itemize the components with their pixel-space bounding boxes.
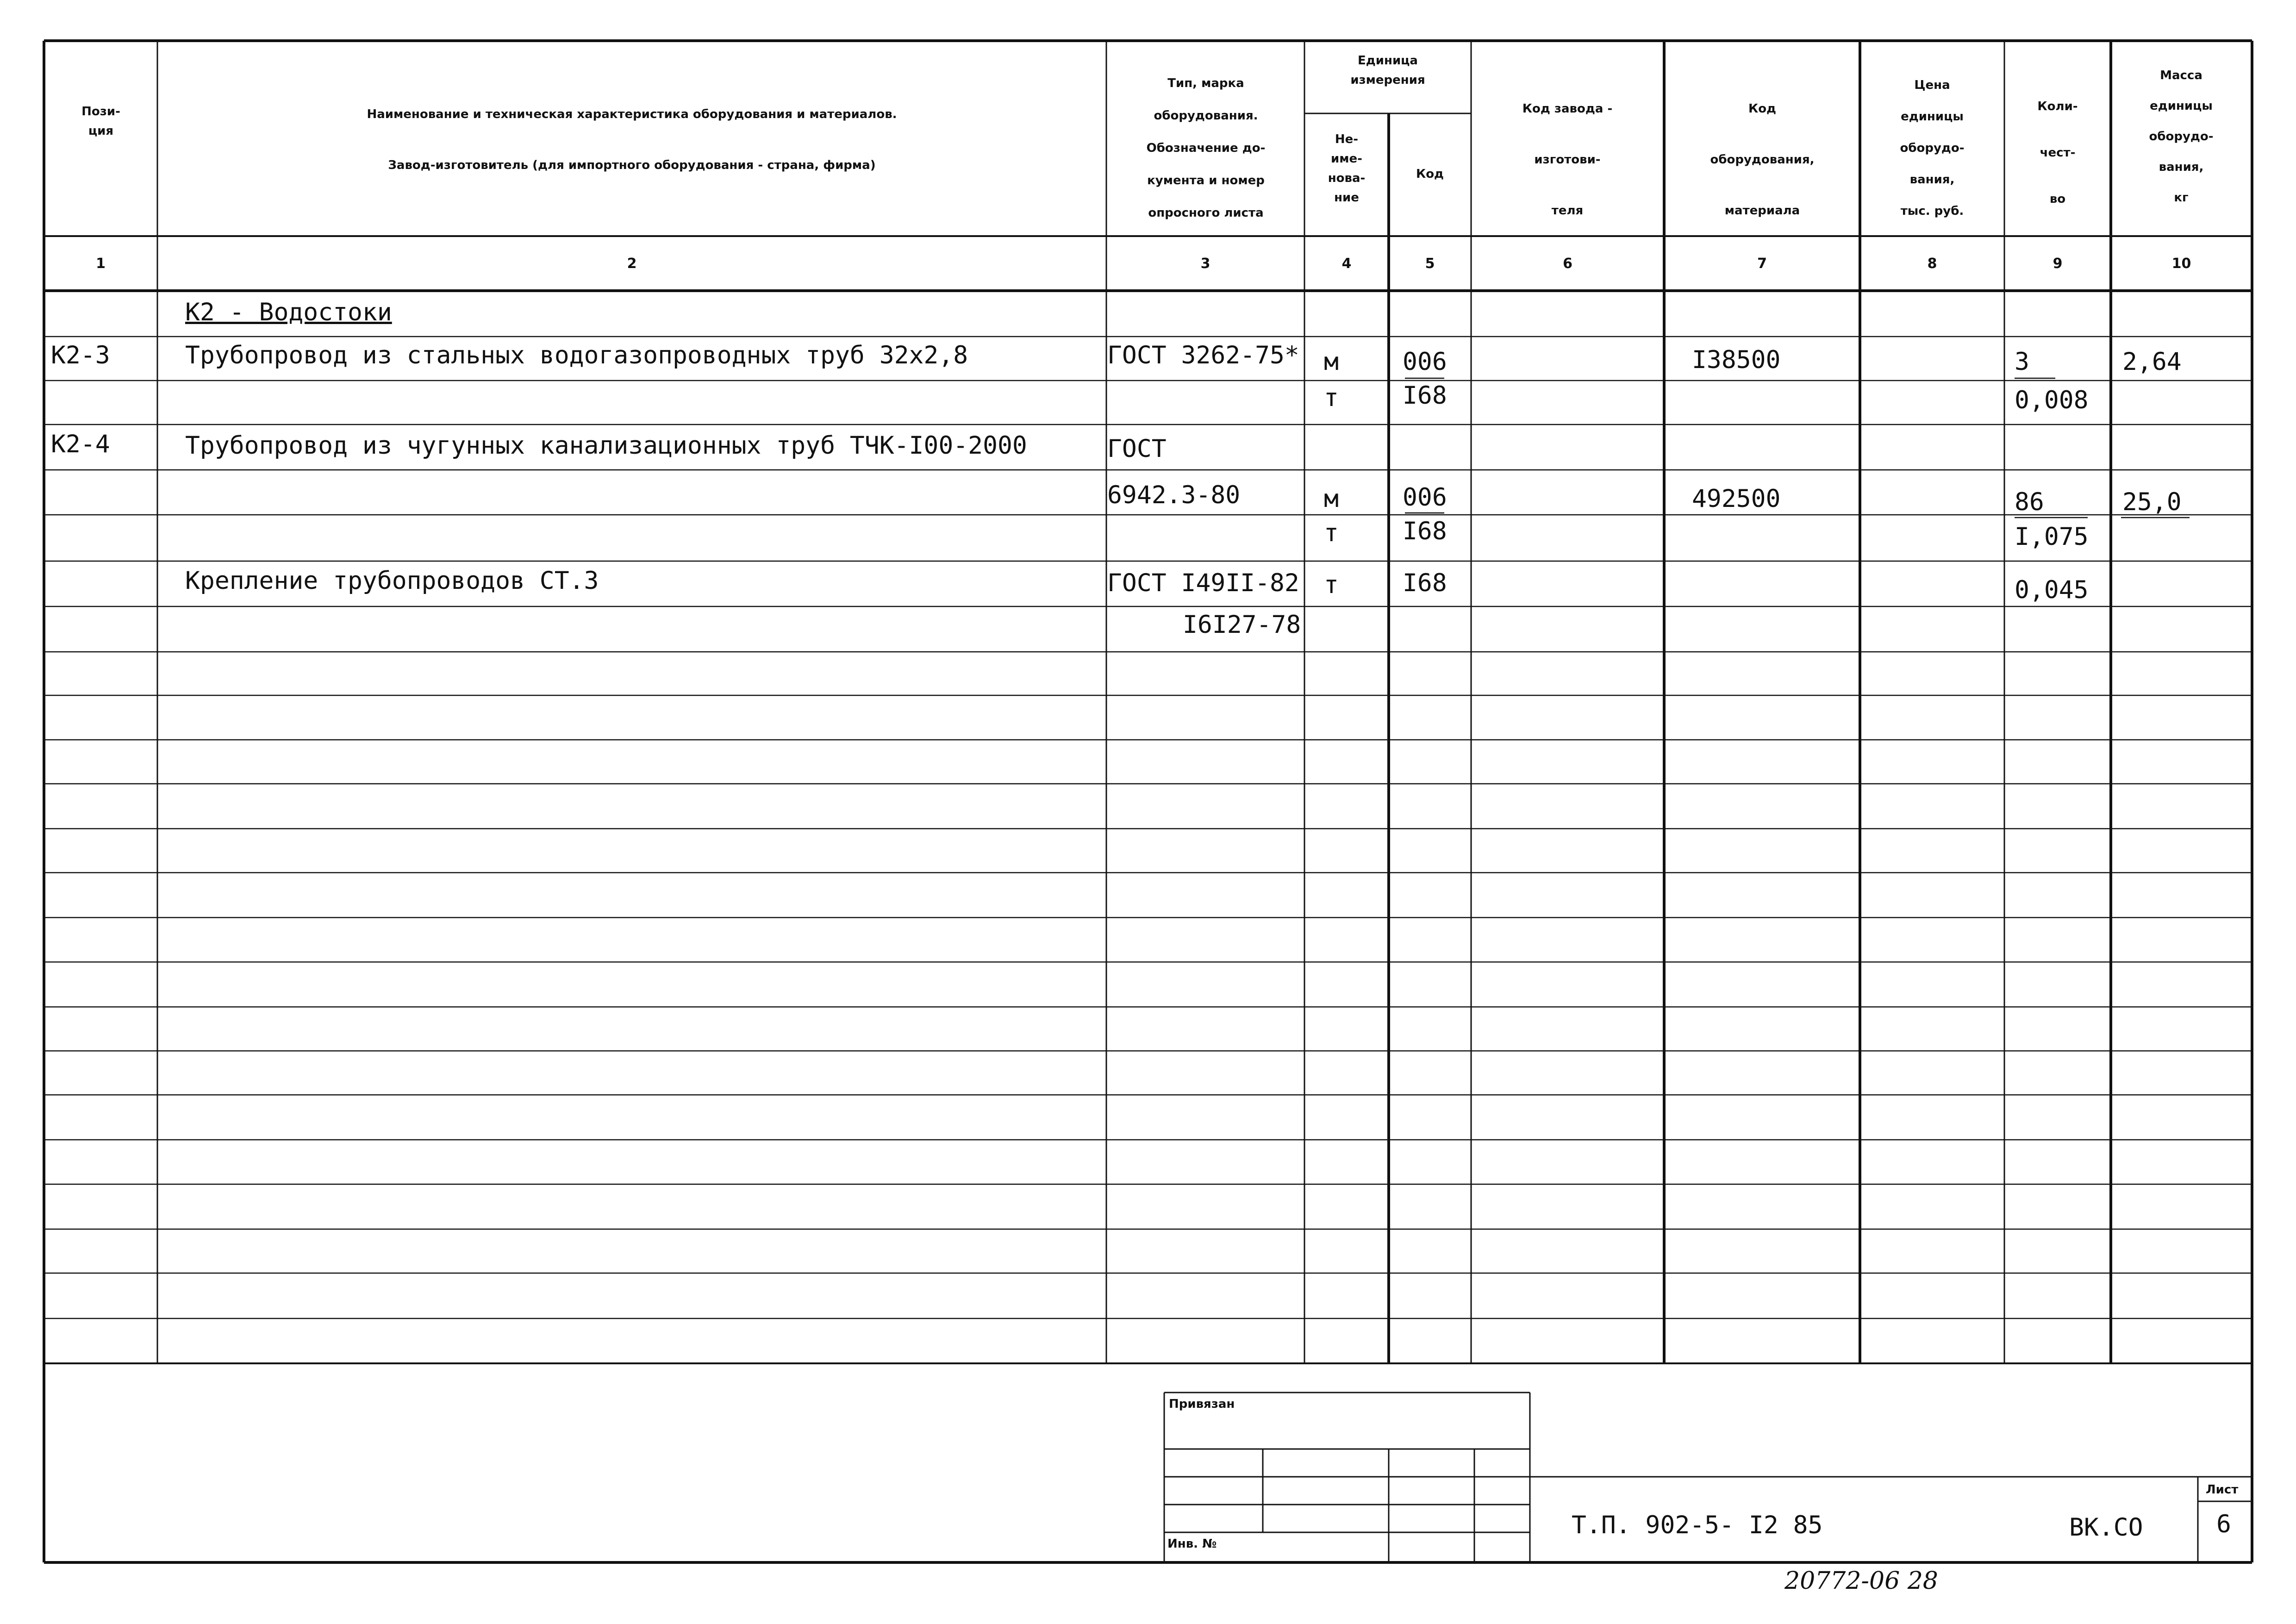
row-unit-code: I68: [1403, 381, 1447, 410]
row-material-code: I38500: [1692, 346, 1781, 374]
column-number: 7: [1757, 256, 1767, 272]
header-price: Цена единицы оборудо- вания, тыс. руб.: [1900, 78, 1965, 218]
row-unit: т: [1324, 384, 1339, 412]
stamp-sheet-label: Лист: [2206, 1483, 2239, 1497]
row-unit: т: [1324, 571, 1339, 599]
row-unit-code: I68: [1403, 517, 1447, 545]
header-quantity: Коли- чест- во: [2037, 100, 2078, 206]
header-unit-name: Не- име- нова- ние: [1328, 132, 1366, 205]
row-name: Трубопровод из стальных водогазопроводных труб 32х2,8: [185, 341, 968, 369]
row-unit: т: [1324, 519, 1339, 547]
row-name: Крепление трубопроводов СТ.3: [185, 567, 599, 595]
row-position: К2-3: [51, 341, 110, 369]
row-material-code: 492500: [1692, 485, 1781, 513]
stamp-designation: Т.П. 902-5- I2 85: [1572, 1511, 1823, 1539]
header-type: Тип, марка оборудования. Обозначение до- кумента и номер опросного листа: [1146, 76, 1266, 220]
column-number: 10: [2171, 256, 2191, 272]
handwritten-archive-number: 20772-06 28: [1784, 1567, 1938, 1595]
stamp-inventory-label: Инв. №: [1167, 1537, 1217, 1551]
row-mass: 2,64: [2122, 348, 2182, 376]
column-number: 2: [627, 256, 637, 272]
column-number: 3: [1200, 256, 1210, 272]
column-number: 5: [1425, 256, 1435, 272]
row-position: К2-4: [51, 430, 110, 458]
row-quantity: I,075: [2015, 523, 2089, 551]
row-quantity: 0,008: [2015, 386, 2089, 414]
row-quantity: 0,045: [2015, 576, 2089, 604]
stamp-sheet-number: 6: [2216, 1510, 2231, 1538]
header-unit: Единица измерения: [1350, 54, 1425, 87]
row-document: ГОСТ: [1107, 435, 1167, 463]
row-name: Трубопровод из чугунных канализационных труб ТЧК-I00-2000: [185, 431, 1027, 460]
row-quantity: 3: [2015, 348, 2029, 376]
row-unit-code: 006: [1403, 348, 1447, 376]
row-document: I6I27-78: [1183, 611, 1301, 639]
row-quantity: 86: [2015, 488, 2044, 516]
column-number: 6: [1563, 256, 1572, 272]
row-document: 6942.3-80: [1107, 481, 1241, 509]
row-unit-code: I68: [1403, 569, 1447, 597]
column-number: 4: [1341, 256, 1352, 272]
header-name: Наименование и техническая характеристика оборудования и материалов. Завод-изготовитель (для импортного оборудования - страна, фирма): [367, 107, 897, 172]
column-number: 9: [2053, 256, 2063, 272]
row-document: ГОСТ I49II-82: [1107, 569, 1299, 597]
stamp-code: ВК.СО: [2069, 1513, 2143, 1542]
row-unit: м: [1324, 348, 1339, 376]
header-unit-mass: Масса единицы оборудо- вания, кг: [2149, 69, 2214, 205]
header-position: Пози- ция: [81, 105, 120, 138]
stamp-attached-label: Привязан: [1169, 1397, 1235, 1411]
column-number: 8: [1927, 256, 1937, 272]
row-unit-code: 006: [1403, 483, 1447, 512]
row-unit: м: [1324, 485, 1339, 513]
row-document: ГОСТ 3262-75*: [1107, 341, 1299, 369]
column-number: 1: [96, 256, 106, 272]
header-material-code: Код оборудования, материала: [1710, 102, 1815, 218]
row-mass: 25,0: [2122, 488, 2182, 516]
section-title: К2 - Водостоки: [185, 298, 392, 326]
header-unit-code: Код: [1416, 167, 1444, 181]
header-factory-code: Код завода - изготови- теля: [1522, 102, 1613, 218]
